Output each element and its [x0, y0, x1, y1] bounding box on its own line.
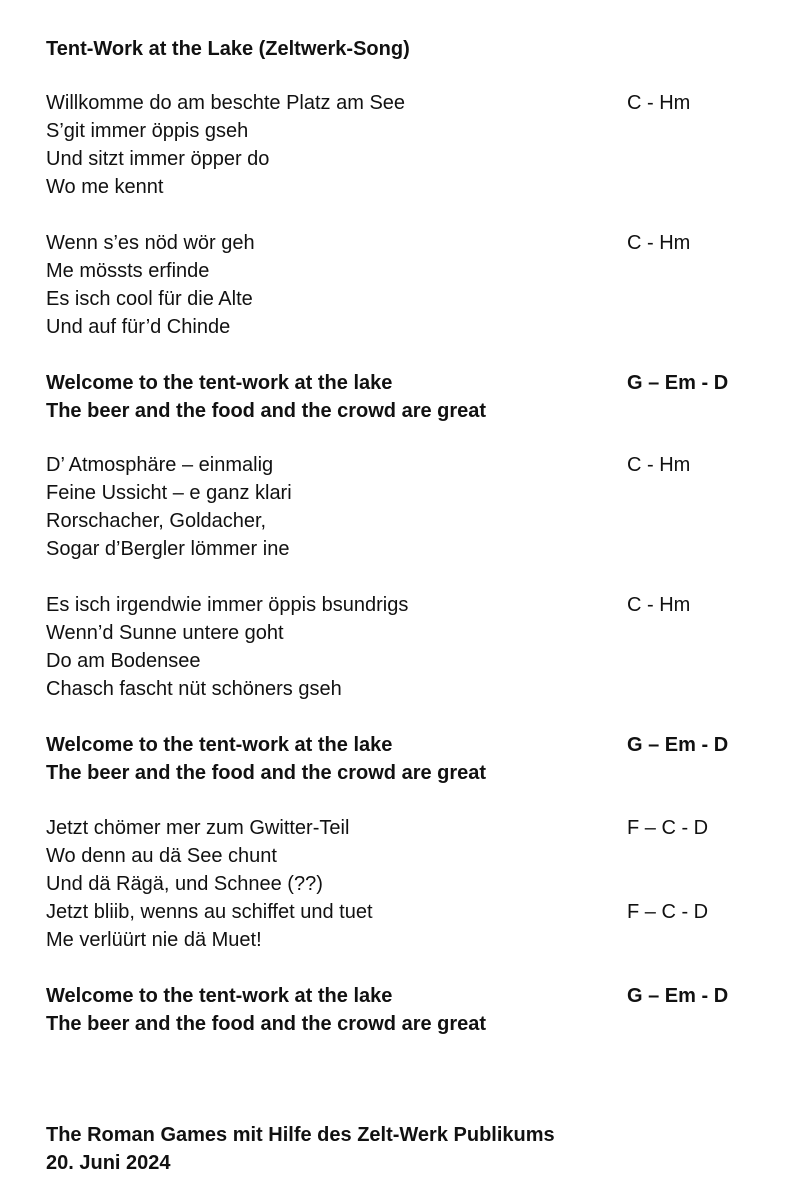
lyric-line: Und dä Rägä, und Schnee (??)	[46, 873, 323, 895]
lyric-line: Es isch irgendwie immer öppis bsundrigs	[46, 594, 409, 616]
lyric-line: S’git immer öppis gseh	[46, 120, 249, 142]
chord-label: F – C - D	[627, 817, 709, 839]
lyric-line: Wo me kennt	[46, 176, 164, 198]
lyric-line: Sogar d’Bergler lömmer ine	[46, 538, 290, 560]
lyric-line: Me mössts erfinde	[46, 260, 210, 282]
chorus-line: The beer and the food and the crowd are great	[46, 1013, 487, 1035]
lyric-line: Wenn’d Sunne untere goht	[46, 622, 284, 644]
chord-label: C - Hm	[627, 232, 691, 254]
lyric-line: Me verlüürt nie dä Muet!	[46, 929, 262, 951]
chord-label: C - Hm	[627, 92, 691, 114]
chord-label: F – C - D	[627, 901, 709, 923]
lyric-line: D’ Atmosphäre – einmalig	[46, 454, 274, 476]
lyric-line: Und sitzt immer öpper do	[46, 148, 270, 170]
lyric-line: Chasch fascht nüt schöners gseh	[46, 678, 342, 700]
lyric-line: Rorschacher, Goldacher,	[46, 510, 267, 532]
chorus-line: Welcome to the tent-work at the lake	[46, 985, 393, 1007]
chord-label: G – Em - D	[627, 734, 729, 756]
chord-label: C - Hm	[627, 594, 691, 616]
lyric-line: Und auf für’d Chinde	[46, 316, 231, 338]
lyric-line: Do am Bodensee	[46, 650, 201, 672]
song-title: Tent-Work at the Lake (Zeltwerk-Song)	[46, 38, 410, 60]
credit-line: The Roman Games mit Hilfe des Zelt-Werk Publikums	[46, 1124, 555, 1146]
lyric-line: Willkomme do am beschte Platz am See	[46, 92, 406, 114]
chord-label: G – Em - D	[627, 985, 729, 1007]
chord-label: C - Hm	[627, 454, 691, 476]
chorus-line: The beer and the food and the crowd are great	[46, 762, 487, 784]
chorus-line: Welcome to the tent-work at the lake	[46, 372, 393, 394]
lyric-line: Jetzt bliib, wenns au schiffet und tuet	[46, 901, 373, 923]
lyric-line: Jetzt chömer mer zum Gwitter-Teil	[46, 817, 350, 839]
chorus-line: The beer and the food and the crowd are great	[46, 400, 487, 422]
chord-label: G – Em - D	[627, 372, 729, 394]
lyric-line: Wenn s’es nöd wör geh	[46, 232, 255, 254]
chorus-line: Welcome to the tent-work at the lake	[46, 734, 393, 756]
date-line: 20. Juni 2024	[46, 1152, 171, 1174]
lyric-line: Feine Ussicht – e ganz klari	[46, 482, 292, 504]
lyric-line: Wo denn au dä See chunt	[46, 845, 277, 867]
lyric-line: Es isch cool für die Alte	[46, 288, 253, 310]
